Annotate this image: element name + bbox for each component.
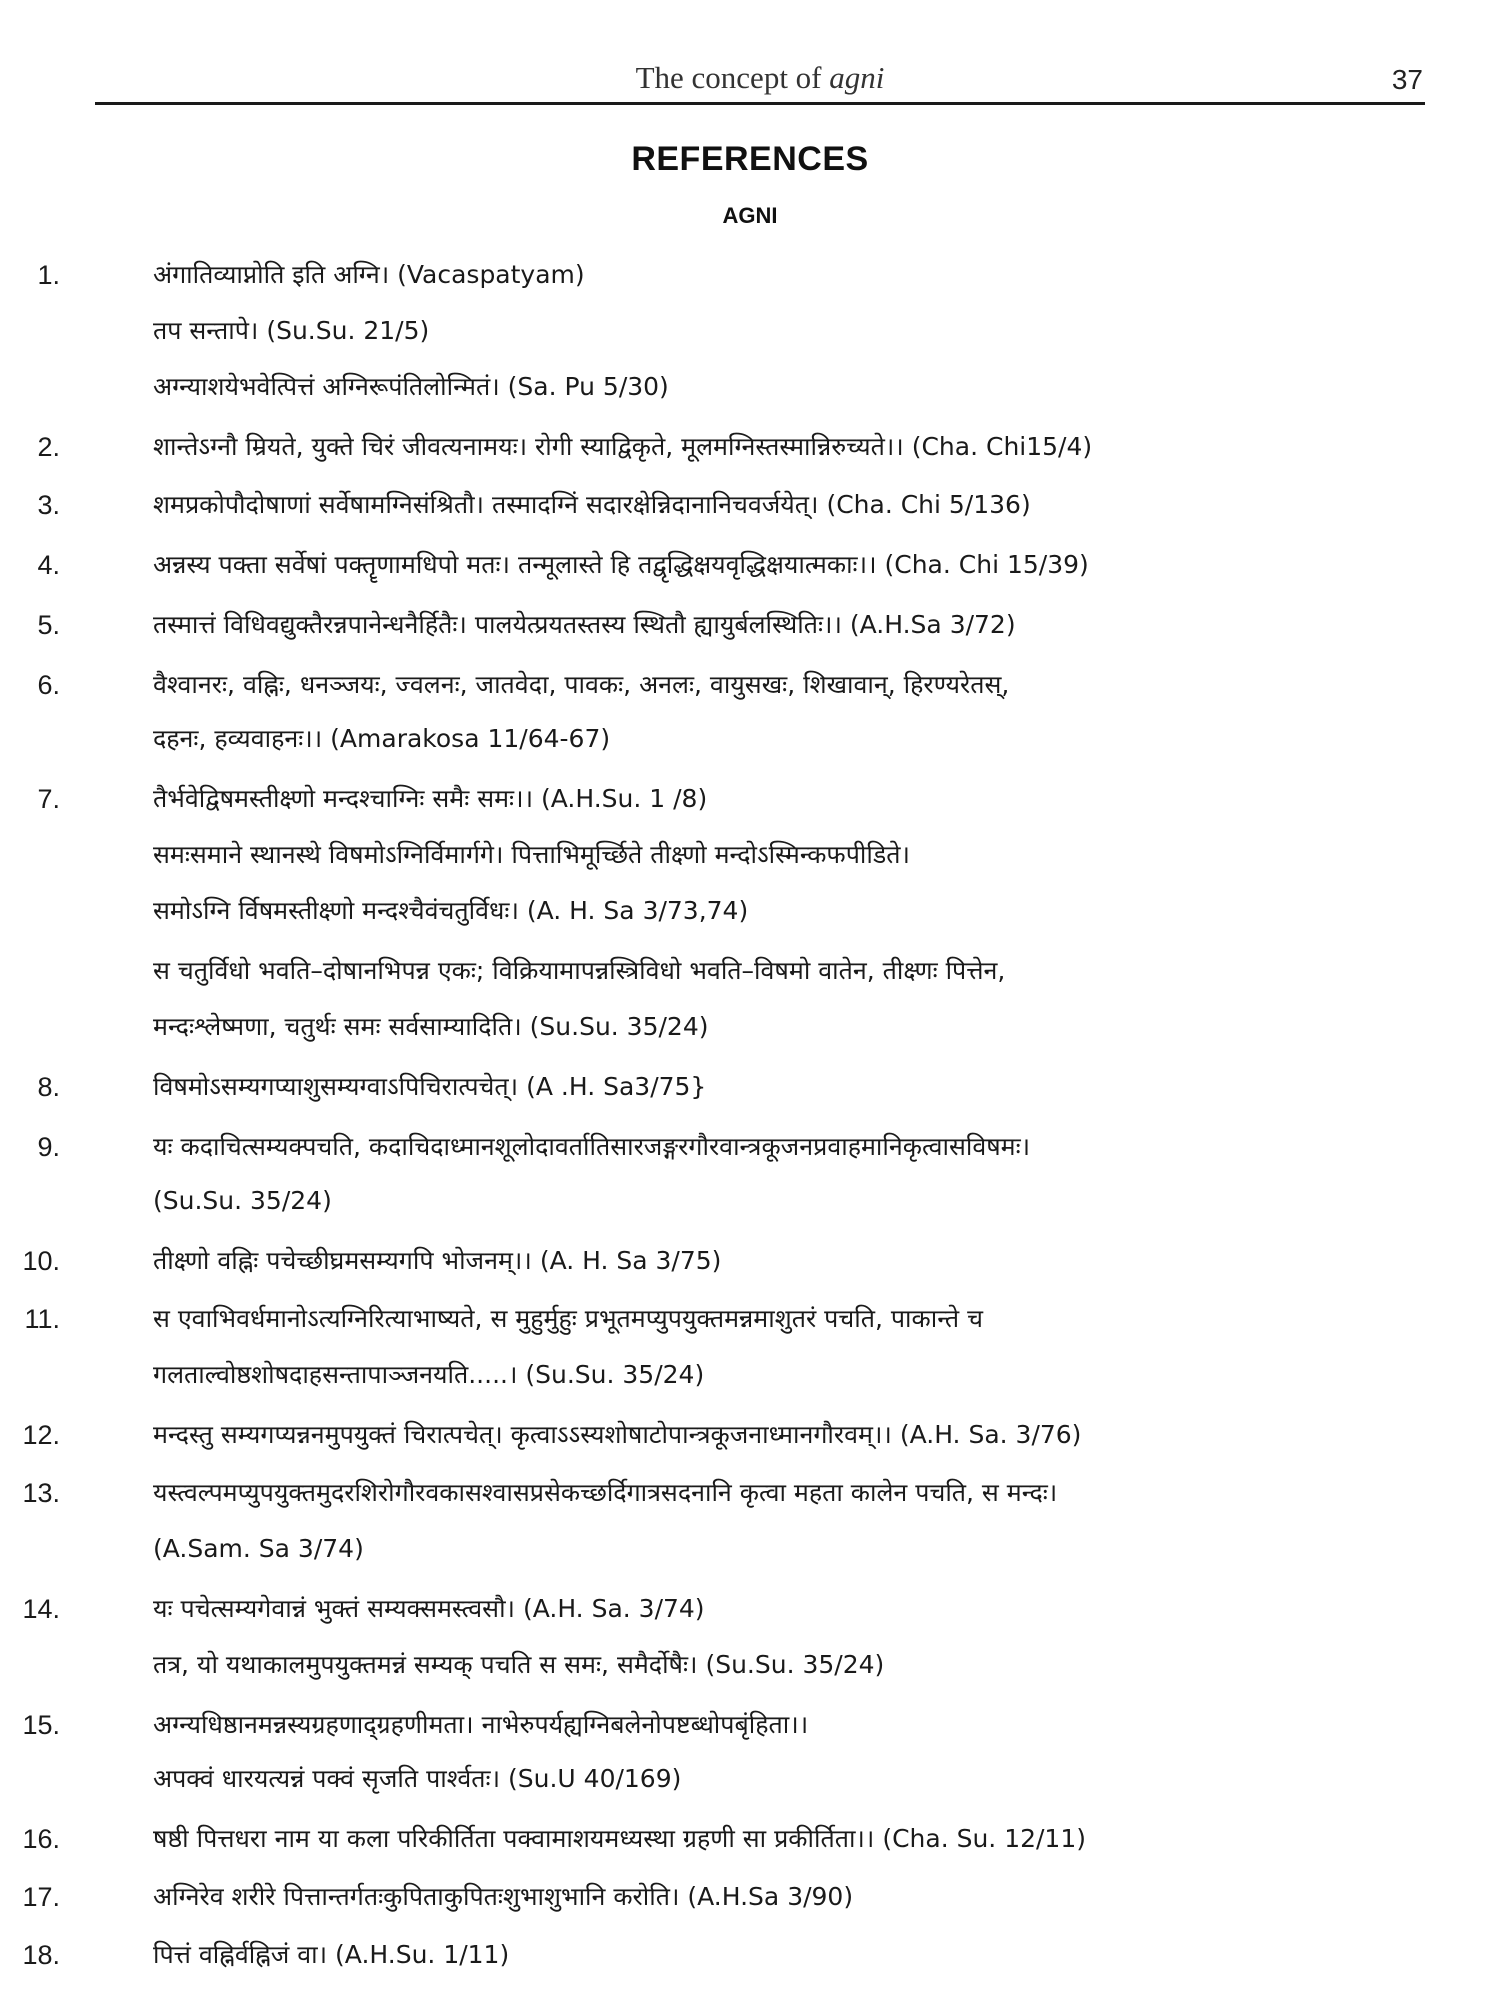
reference-number: 13. [22,1478,60,1508]
reference-number: 12. [22,1420,60,1450]
reference-line: अग्न्यधिष्ठानमन्नस्यग्रहणाद्ग्रहणीमता। नाभेरुपर्यह्यग्निबलेनोपष्टब्धोपबृंहिता।। [153,1710,809,1739]
reference-line: समोऽग्नि र्विषमस्तीक्ष्णो मन्दश्चैवंचतुर्विधः। (A. H. Sa 3/73,74) [153,896,749,925]
reference-line: पित्तं वह्निर्वह्निजं वा। (A.H.Su. 1/11) [153,1940,510,1969]
running-title-italic: agni [829,60,885,95]
running-title-text: The concept of [635,60,830,95]
reference-line: यस्त्वल्पमप्युपयुक्तमुदरशिरोगौरवकासश्वासप्रसेकच्छर्दिगात्रसदनानि कृत्वा महता कालेन पचति, स मन्दः। [153,1478,1058,1507]
reference-line: मन्दःश्लेष्मणा, चतुर्थः समः सर्वसाम्यादिति। (Su.Su. 35/24) [153,1012,709,1041]
reference-line: तीक्ष्णो वह्निः पचेच्छीघ्रमसम्यगपि भोजनम्।। (A. H. Sa 3/75) [153,1246,722,1275]
reference-line: अग्न्याशयेभवेत्पित्तं अग्निरूपंतिलोन्मितं। (Sa. Pu 5/30) [153,372,669,401]
reference-number: 15. [22,1710,60,1740]
reference-number: 17. [22,1882,60,1912]
reference-number: 9. [37,1132,60,1162]
reference-line: दहनः, हव्यवाहनः।। (Amarakosa 11/64-67) [153,724,611,753]
reference-line: षष्ठी पित्तधरा नाम या कला परिकीर्तिता पक्वामाशयमध्यस्था ग्रहणी सा प्रकीर्तिता।। (Cha. Su. 12/11) [153,1824,1086,1853]
reference-number: 2. [37,432,60,462]
reference-line: स एवाभिवर्धमानोऽत्यग्निरित्याभाष्यते, स मुहुर्मुहुः प्रभूतमप्युपयुक्तमन्नमाशुतरं पचति, पाकान्ते च [153,1304,983,1333]
reference-line: अन्नस्य पक्ता सर्वेषां पक्तॄणामधिपो मतः। तन्मूलास्ते हि तद्वृद्धिक्षयवृद्धिक्षयात्मकाः।। (Cha. Chi 15/39) [153,550,1089,579]
reference-number: 5. [37,610,60,640]
reference-line: (Su.Su. 35/24) [153,1186,332,1215]
reference-number: 11. [24,1304,60,1334]
reference-number: 3. [37,490,60,520]
reference-line: समःसमाने स्थानस्थे विषमोऽग्निर्विमार्गगे। पित्ताभिमूर्च्छिते तीक्ष्णो मन्दोऽस्मिन्कफपीडिते। [153,840,910,869]
reference-line: अग्निरेव शरीरे पित्तान्तर्गतःकुपिताकुपितःशुभाशुभानि करोति। (A.H.Sa 3/90) [153,1882,854,1911]
reference-line: यः पचेत्सम्यगेवान्नं भुक्तं सम्यक्समस्त्वसौ। (A.H. Sa. 3/74) [153,1594,705,1623]
reference-number: 4. [37,550,60,580]
reference-number: 1. [37,260,60,290]
reference-line: शमप्रकोपौदोषाणां सर्वेषामग्निसंश्रितौ। तस्मादग्निं सदारक्षेन्निदानानिचवर्जयेत्। (Cha. Chi 5/136) [153,490,1031,519]
reference-line: मन्दस्तु सम्यगप्यन्ननमुपयुक्तं चिरात्पचेत्। कृत्वाऽऽस्यशोषाटोपान्त्रकूजनाध्मानगौरवम्।। (A.H. Sa. 3/76) [153,1420,1082,1449]
reference-line: अपक्वं धारयत्यन्नं पक्वं सृजति पार्श्वतः। (Su.U 40/169) [153,1764,682,1793]
reference-line: यः कदाचित्सम्यक्पचति, कदाचिदाध्मानशूलोदावर्तातिसारजङ्गरगौरवान्त्रकूजनप्रवाहमानिकृत्वासविषमः। [153,1132,1031,1161]
agni-subheading: AGNI [722,203,778,228]
references-heading: REFERENCES [631,140,869,178]
reference-line: शान्तेऽग्नौ म्रियते, युक्ते चिरं जीवत्यनामयः। रोगी स्याद्विकृते, मूलमग्निस्तस्मान्निरुच्यते।। (Cha. Chi15/4) [153,432,1093,461]
reference-line: तैर्भवेद्विषमस्तीक्ष्णो मन्दश्चाग्निः समैः समः।। (A.H.Su. 1 /8) [153,784,708,813]
reference-line: तत्र, यो यथाकालमुपयुक्तमन्नं सम्यक् पचति स समः, समैर्दोषैः। (Su.Su. 35/24) [153,1650,885,1679]
reference-number: 7. [37,784,60,814]
page-number: 37 [1391,64,1423,95]
reference-number: 14. [22,1594,60,1624]
reference-number: 16. [22,1824,60,1854]
reference-line: (A.Sam. Sa 3/74) [153,1534,364,1563]
reference-line: स चतुर्विधो भवति–दोषानभिपन्न एकः; विक्रियामापन्नस्त्रिविधो भवति–विषमो वातेन, तीक्ष्णः पित्तेन, [153,956,1006,985]
reference-line: तस्मात्तं विधिवद्युक्तैरन्नपानेन्धनैर्हितैः। पालयेत्प्रयतस्तस्य स्थितौ ह्यायुर्बलस्थितिः।। (A.H.Sa 3/72) [153,610,1016,639]
reference-line: वैश्वानरः, वह्निः, धनञ्जयः, ज्वलनः, जातवेदा, पावकः, अनलः, वायुसखः, शिखावान्, हिरण्यरेतस्, [153,670,1010,699]
reference-line: अंगातिव्याप्नोति इति अग्नि। (Vacaspatyam) [153,260,585,289]
reference-number: 18. [22,1940,60,1970]
reference-line: तप सन्तापे। (Su.Su. 21/5) [153,316,430,345]
reference-line: विषमोऽसम्यगप्याशुसम्यग्वाऽपिचिरात्पचेत्। (A .H. Sa3/75} [153,1072,707,1101]
reference-number: 6. [37,670,60,700]
reference-number: 8. [37,1072,60,1102]
reference-line: गलताल्वोष्ठशोषदाहसन्तापाञ्जनयति.....। (Su.Su. 35/24) [153,1360,705,1389]
reference-number: 10. [22,1246,60,1276]
